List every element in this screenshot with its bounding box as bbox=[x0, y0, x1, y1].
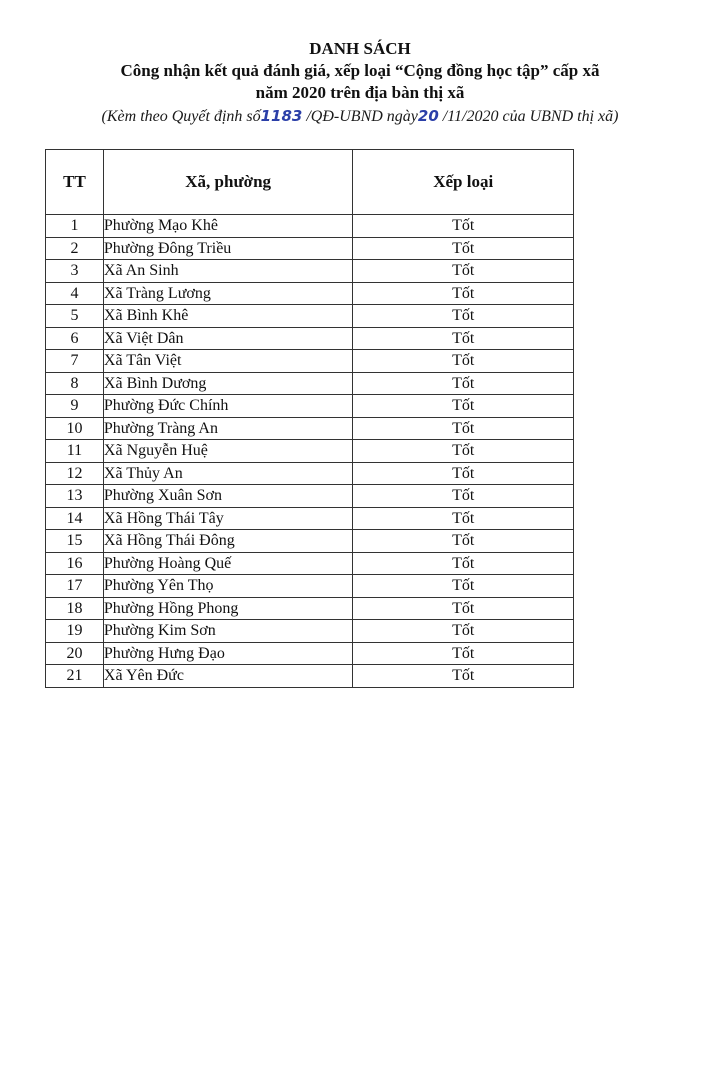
table-row bbox=[46, 350, 574, 373]
commune-name: Xã Nguyễn Huệ bbox=[103, 440, 353, 463]
handwritten-decision-day: 20 bbox=[417, 107, 439, 125]
row-number: 21 bbox=[46, 665, 104, 688]
row-number: 12 bbox=[46, 462, 104, 485]
row-number: 10 bbox=[46, 417, 104, 440]
commune-name: Phường Hưng Đạo bbox=[103, 642, 353, 665]
grade-value: Tốt bbox=[353, 305, 574, 328]
commune-name: Phường Mạo Khê bbox=[103, 215, 353, 238]
commune-name: Phường Kim Sơn bbox=[103, 620, 353, 643]
table-row bbox=[46, 440, 574, 463]
row-number: 17 bbox=[46, 575, 104, 598]
note-middle: /QĐ-UBND ngày bbox=[302, 108, 418, 125]
commune-name: Xã Tràng Lương bbox=[103, 282, 353, 305]
table-row bbox=[46, 642, 574, 665]
row-number: 16 bbox=[46, 552, 104, 575]
table-row bbox=[46, 305, 574, 328]
commune-name: Xã Tân Việt bbox=[103, 350, 353, 373]
commune-name: Phường Hoàng Quế bbox=[103, 552, 353, 575]
grade-value: Tốt bbox=[353, 350, 574, 373]
table-row bbox=[46, 597, 574, 620]
row-number: 15 bbox=[46, 530, 104, 553]
handwritten-decision-number: 1183 bbox=[260, 107, 303, 125]
table-row bbox=[46, 665, 574, 688]
row-number: 8 bbox=[46, 372, 104, 395]
document-subtitle-line2: năm 2020 trên địa bàn thị xã bbox=[255, 83, 465, 102]
row-number: 9 bbox=[46, 395, 104, 418]
grade-value: Tốt bbox=[353, 462, 574, 485]
table-row bbox=[46, 620, 574, 643]
table-row bbox=[46, 372, 574, 395]
table-row bbox=[46, 552, 574, 575]
grade-value: Tốt bbox=[353, 417, 574, 440]
column-header-tt: TT bbox=[46, 150, 104, 215]
row-number: 1 bbox=[46, 215, 104, 238]
row-number: 20 bbox=[46, 642, 104, 665]
table-row bbox=[46, 260, 574, 283]
commune-name: Xã Bình Dương bbox=[103, 372, 353, 395]
column-header-commune: Xã, phường bbox=[103, 150, 353, 215]
table-row bbox=[46, 575, 574, 598]
grade-value: Tốt bbox=[353, 507, 574, 530]
table-row bbox=[46, 417, 574, 440]
grade-value: Tốt bbox=[353, 372, 574, 395]
grade-value: Tốt bbox=[353, 665, 574, 688]
row-number: 7 bbox=[46, 350, 104, 373]
row-number: 3 bbox=[46, 260, 104, 283]
row-number: 18 bbox=[46, 597, 104, 620]
column-header-grade: Xếp loại bbox=[353, 150, 574, 215]
table-row bbox=[46, 395, 574, 418]
grade-value: Tốt bbox=[353, 282, 574, 305]
commune-name: Xã Hồng Thái Tây bbox=[103, 507, 353, 530]
grade-value: Tốt bbox=[353, 237, 574, 260]
decision-note bbox=[0, 105, 720, 128]
commune-name: Phường Xuân Sơn bbox=[103, 485, 353, 508]
row-number: 13 bbox=[46, 485, 104, 508]
commune-name: Xã An Sinh bbox=[103, 260, 353, 283]
commune-name: Phường Tràng An bbox=[103, 417, 353, 440]
grade-value: Tốt bbox=[353, 575, 574, 598]
commune-name: Xã Yên Đức bbox=[103, 665, 353, 688]
document-subtitle-line1: Công nhận kết quả đánh giá, xếp loại “Cộng đồng học tập” cấp xã bbox=[120, 61, 600, 80]
row-number: 11 bbox=[46, 440, 104, 463]
commune-name: Xã Bình Khê bbox=[103, 305, 353, 328]
table-row bbox=[46, 462, 574, 485]
document-header bbox=[0, 38, 720, 128]
grade-value: Tốt bbox=[353, 552, 574, 575]
table-row bbox=[46, 327, 574, 350]
grade-value: Tốt bbox=[353, 260, 574, 283]
table-row bbox=[46, 215, 574, 238]
row-number: 4 bbox=[46, 282, 104, 305]
table-header-row bbox=[46, 150, 574, 215]
row-number: 2 bbox=[46, 237, 104, 260]
grade-value: Tốt bbox=[353, 215, 574, 238]
table-row bbox=[46, 282, 574, 305]
commune-name: Phường Đức Chính bbox=[103, 395, 353, 418]
commune-name: Phường Hồng Phong bbox=[103, 597, 353, 620]
commune-name: Xã Hồng Thái Đông bbox=[103, 530, 353, 553]
grade-value: Tốt bbox=[353, 530, 574, 553]
grade-value: Tốt bbox=[353, 642, 574, 665]
grade-value: Tốt bbox=[353, 597, 574, 620]
table-row bbox=[46, 507, 574, 530]
grade-value: Tốt bbox=[353, 485, 574, 508]
commune-name: Phường Yên Thọ bbox=[103, 575, 353, 598]
grade-value: Tốt bbox=[353, 440, 574, 463]
document-title: DANH SÁCH bbox=[309, 39, 411, 58]
table-row bbox=[46, 485, 574, 508]
commune-name: Phường Đông Triều bbox=[103, 237, 353, 260]
note-prefix: (Kèm theo Quyết định số bbox=[101, 108, 261, 125]
row-number: 6 bbox=[46, 327, 104, 350]
table-row bbox=[46, 530, 574, 553]
note-suffix: /11/2020 của UBND thị xã) bbox=[438, 108, 619, 125]
row-number: 14 bbox=[46, 507, 104, 530]
commune-ranking-table bbox=[45, 149, 574, 688]
grade-value: Tốt bbox=[353, 395, 574, 418]
grade-value: Tốt bbox=[353, 620, 574, 643]
row-number: 19 bbox=[46, 620, 104, 643]
commune-name: Xã Việt Dân bbox=[103, 327, 353, 350]
grade-value: Tốt bbox=[353, 327, 574, 350]
table-row bbox=[46, 237, 574, 260]
table-body bbox=[46, 215, 574, 688]
row-number: 5 bbox=[46, 305, 104, 328]
commune-name: Xã Thủy An bbox=[103, 462, 353, 485]
